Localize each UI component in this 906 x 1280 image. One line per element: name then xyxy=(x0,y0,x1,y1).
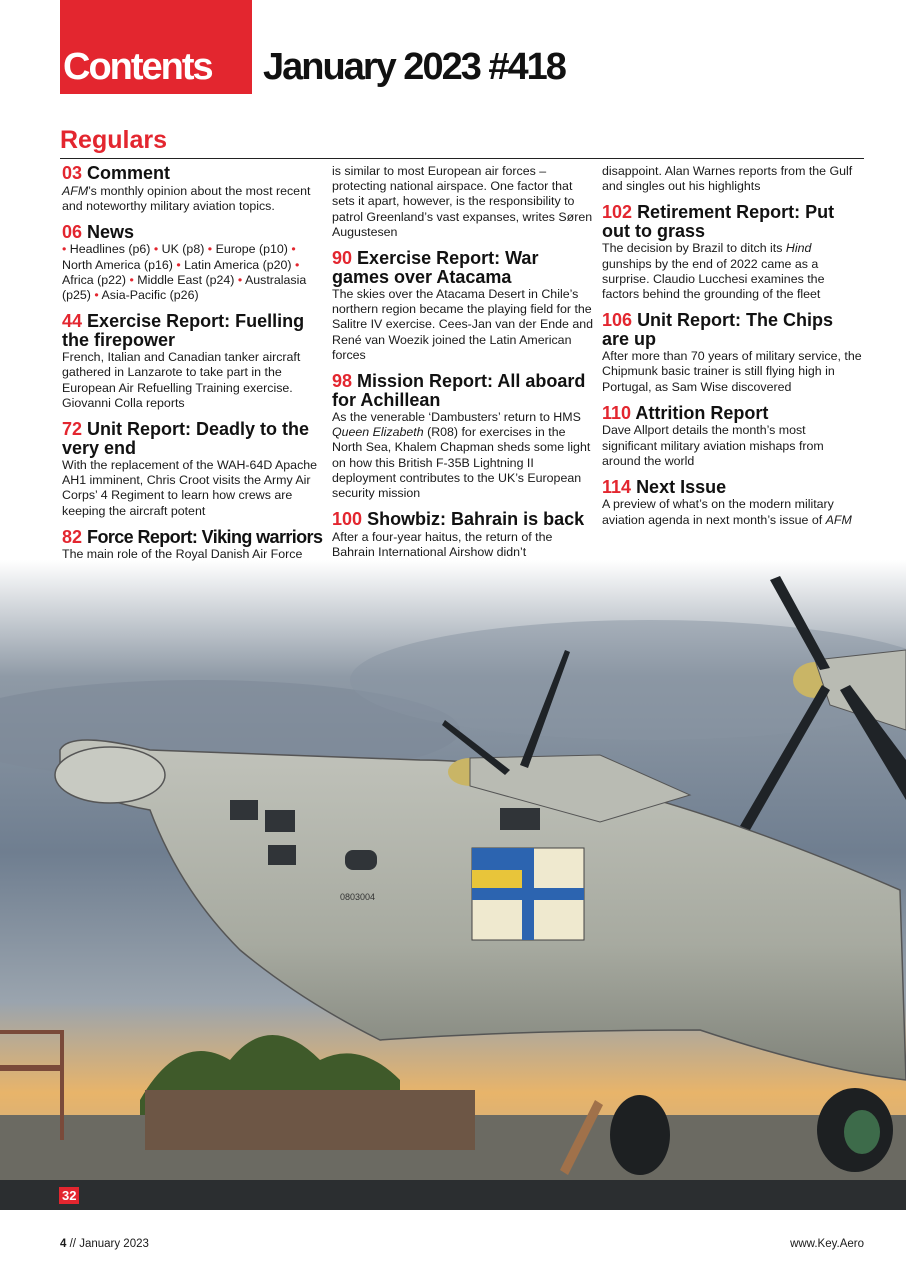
contents-column-2 xyxy=(332,164,594,569)
entry-title: Attrition Report xyxy=(635,402,769,423)
contents-entry[interactable] xyxy=(602,311,864,395)
section-title: Regulars xyxy=(60,126,167,154)
page-number: 100 xyxy=(332,509,363,530)
entry-text: is similar to most European air forces – protecting national airspace. One factor that sets it apart, however, is the responsibility to patrol Greenland’s vast expanses, writes Søren Augustesen xyxy=(332,164,593,239)
contents-column-1 xyxy=(62,164,324,572)
entry-title: Unit Report: The Chips are up xyxy=(602,310,834,349)
entry-text: (R08) for exercises in the North Sea, Khalem Chapman sheds some light on how this British F-35B Lightning II deployment contributes to the UK’s European security mission xyxy=(332,425,591,501)
contents-entry[interactable] xyxy=(332,249,594,363)
page-number: 06 xyxy=(62,221,83,242)
news-item: Australasia (p25) xyxy=(62,272,307,303)
section-divider xyxy=(60,158,864,159)
news-bullets: • Headlines (p6) • UK (p8) • Europe (p10) • North America (p16) • Latin America (p20) • Africa (p22) • Middle East (p24) • Australasia (p25) • Asia-Pacific (p26) xyxy=(62,242,307,303)
entry-text: After a four-year haitus, the return of the Bahrain International Airshow didn’t xyxy=(332,529,553,559)
entry-text-italic: AFM xyxy=(825,512,852,527)
contents-entry-continued xyxy=(602,164,864,194)
entry-text: disappoint. Alan Warnes reports from the Gulf and singles out his highlights xyxy=(602,164,853,194)
news-item: Latin America (p20) xyxy=(184,257,292,272)
contents-entry[interactable] xyxy=(602,404,864,469)
entry-title: Comment xyxy=(87,163,171,183)
entry-title: Unit Report: Deadly to the very end xyxy=(62,419,310,458)
entry-text: The main role of the Royal Danish Air Force xyxy=(62,547,303,562)
news-item: Africa (p22) xyxy=(62,272,127,287)
aircraft-code: 0803004 xyxy=(340,892,376,902)
page-number: 44 xyxy=(62,311,83,332)
footer-folio xyxy=(60,1238,149,1250)
contents-entry[interactable] xyxy=(62,528,324,563)
page-number: 106 xyxy=(602,310,633,331)
entry-text: gunships by the end of 2022 came as a surprise. Claudio Lucchesi examines the factors behind the grounding of the fleet xyxy=(602,256,825,302)
contents-entry[interactable] xyxy=(62,420,324,519)
issue-title: January 2023 #418 xyxy=(263,46,565,88)
contents-entry[interactable] xyxy=(62,312,324,411)
contents-entry[interactable] xyxy=(332,372,594,501)
page-number: 03 xyxy=(62,163,83,183)
contents-entry[interactable] xyxy=(602,203,864,302)
entry-title: Force Report: Viking warriors xyxy=(87,526,323,547)
entry-title: Retirement Report: Put out to grass xyxy=(602,202,835,241)
contents-entry[interactable] xyxy=(62,223,324,303)
page-number: 90 xyxy=(332,248,353,269)
entry-title: News xyxy=(87,221,135,242)
entry-text-italic: Hind xyxy=(785,241,812,256)
news-item: North America (p16) xyxy=(62,257,173,272)
page-number: 72 xyxy=(62,419,83,440)
page-number: 102 xyxy=(602,202,633,223)
folio-page-number: 4 xyxy=(60,1238,67,1250)
entry-title: Mission Report: All aboard for Achillean xyxy=(332,371,586,410)
cover-photo xyxy=(0,560,906,1210)
entry-text: French, Italian and Canadian tanker aircraft gathered in Lanzarote to take part in the European Air Refuelling Training exercise. Giovanni Colla reports xyxy=(62,350,301,410)
contents-column-3 xyxy=(602,164,864,537)
news-item: Headlines (p6) xyxy=(69,242,151,257)
entry-title: Next Issue xyxy=(636,476,727,497)
entry-text: ’s monthly opinion about the most recent and noteworthy military aviation topics. xyxy=(62,183,311,213)
news-item: Asia-Pacific (p26) xyxy=(101,288,199,303)
entry-title: Exercise Report: War games over Atacama xyxy=(332,248,539,287)
entry-text-italic: AFM xyxy=(62,183,89,198)
entry-text: As the venerable ‘Dambusters’ return to HMS xyxy=(332,410,581,425)
ukraine-navy-flag xyxy=(472,848,584,940)
entry-title: Showbiz: Bahrain is back xyxy=(367,509,585,530)
contents-banner xyxy=(60,0,252,94)
folio-date: // January 2023 xyxy=(69,1238,149,1250)
news-item: UK (p8) xyxy=(161,242,205,257)
entry-text: Dave Allport details the month’s most significant military aviation mishaps from around the world xyxy=(602,423,824,468)
footer-site-link[interactable]: www.Key.Aero xyxy=(790,1238,864,1250)
entry-text: A preview of what’s on the modern military aviation agenda in next month’s issue of xyxy=(602,497,834,527)
entry-title: Exercise Report: Fuelling the firepower xyxy=(62,311,305,350)
entry-text: With the replacement of the WAH-64D Apache AH1 imminent, Chris Croot visits the Army Air Corps’ 4 Regiment to learn how crews are keeping the aircraft potent xyxy=(62,458,318,518)
seaplane-photo xyxy=(0,560,906,1210)
contents-entry-continued xyxy=(332,164,594,240)
page-number: 110 xyxy=(602,402,632,423)
news-item: Middle East (p24) xyxy=(137,272,235,287)
entry-text: The decision by Brazil to ditch its xyxy=(602,241,786,256)
contents-entry[interactable] xyxy=(602,478,864,528)
entry-text: The skies over the Atacama Desert in Chile’s northern region became the playing field for the Salitre IV exercise. Cees-Jan van der Ende and René van Woezik joined the Latin American forces xyxy=(332,287,594,362)
page-number: 82 xyxy=(62,526,83,547)
contents-entry[interactable] xyxy=(332,510,594,560)
entry-text-italic: Queen Elizabeth xyxy=(332,425,424,440)
page-number: 114 xyxy=(602,476,632,497)
news-item: Europe (p10) xyxy=(215,242,288,257)
contents-label: Contents xyxy=(63,46,212,88)
contents-entry[interactable] xyxy=(62,164,324,214)
page-number: 98 xyxy=(332,371,353,392)
photo-page-badge[interactable]: 32 xyxy=(59,1187,79,1204)
entry-text: After more than 70 years of military service, the Chipmunk basic trainer is still flying high in Portugal, as Sam Wise discovered xyxy=(602,349,862,394)
